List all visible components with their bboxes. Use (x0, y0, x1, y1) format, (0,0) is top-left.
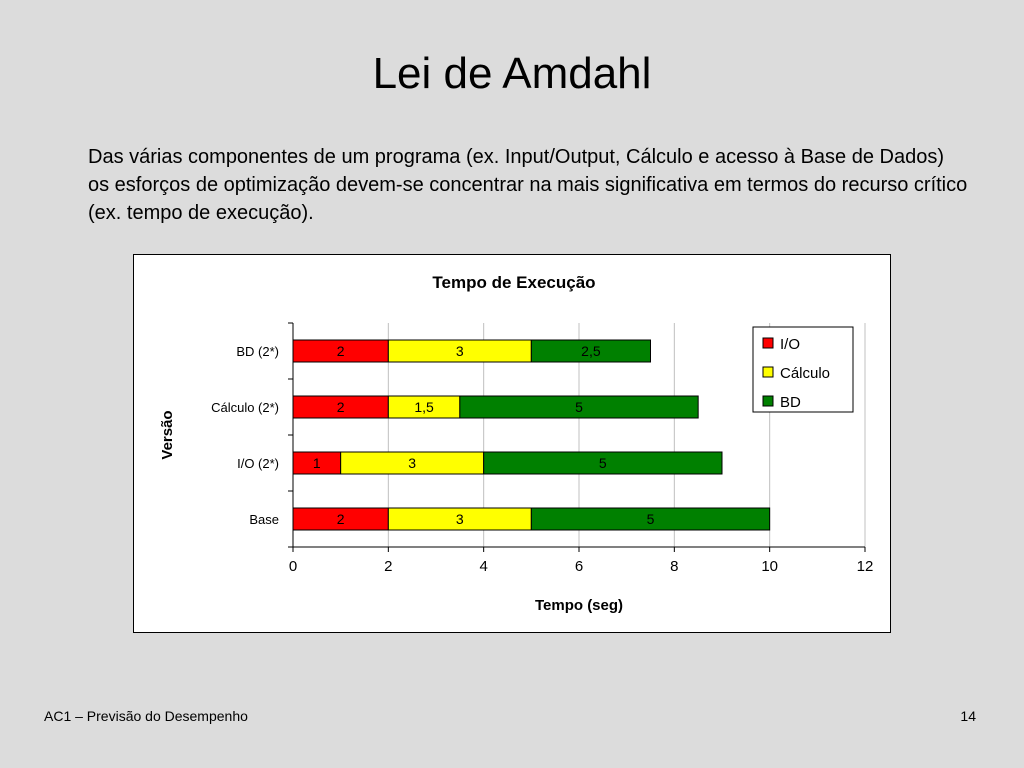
x-tick-label: 12 (856, 558, 874, 575)
execution-time-chart (134, 255, 890, 632)
bar-data-label: 5 (575, 399, 583, 415)
bar-data-label: 5 (646, 511, 655, 527)
x-tick-label: 0 (288, 558, 298, 575)
bar-data-label: 1 (312, 455, 321, 471)
category-label: BD (2*) (236, 344, 279, 359)
x-tick-label: 10 (761, 558, 779, 575)
bar-data-label: 5 (598, 455, 607, 471)
bar-data-label: 3 (455, 343, 464, 359)
x-tick-label: 6 (574, 558, 584, 575)
category-label: Base (249, 512, 279, 527)
legend-label: Cálculo (780, 365, 831, 382)
legend-swatch (763, 367, 773, 377)
bar-data-label: 3 (408, 455, 417, 471)
footer-course-label: AC1 – Previsão do Desempenho (44, 708, 248, 724)
chart-title: Tempo de Execução (432, 273, 596, 292)
legend-swatch (763, 338, 773, 348)
slide-title: Lei de Amdahl (372, 49, 652, 98)
x-tick-label: 4 (479, 558, 488, 575)
category-label: Cálculo (2*) (211, 400, 279, 415)
legend-swatch (763, 396, 773, 406)
legend-label: BD (780, 394, 801, 411)
bar-data-label: 2 (336, 511, 345, 527)
x-tick-label: 8 (670, 558, 679, 575)
x-axis-label: Tempo (seg) (534, 597, 624, 614)
bar-data-label: 2,5 (581, 343, 601, 359)
legend-label: I/O (780, 336, 801, 353)
bar-data-label: 1,5 (414, 399, 434, 415)
bar-data-label: 3 (455, 511, 464, 527)
chart-container (133, 254, 891, 633)
y-axis-label: Versão (159, 410, 176, 460)
bar-data-label: 2 (336, 399, 345, 415)
category-label: I/O (2*) (237, 456, 279, 471)
page-number: 14 (960, 708, 976, 724)
bar-data-label: 2 (336, 343, 345, 359)
x-tick-label: 2 (384, 558, 393, 575)
slide-body-text: Das várias componentes de um programa (ex. Input/Output, Cálculo e acesso à Base de Dados) os esforços de optimização devem-se concentrar na mais significativa em termos do recurso crítico (ex. tempo de execução). (88, 146, 968, 224)
